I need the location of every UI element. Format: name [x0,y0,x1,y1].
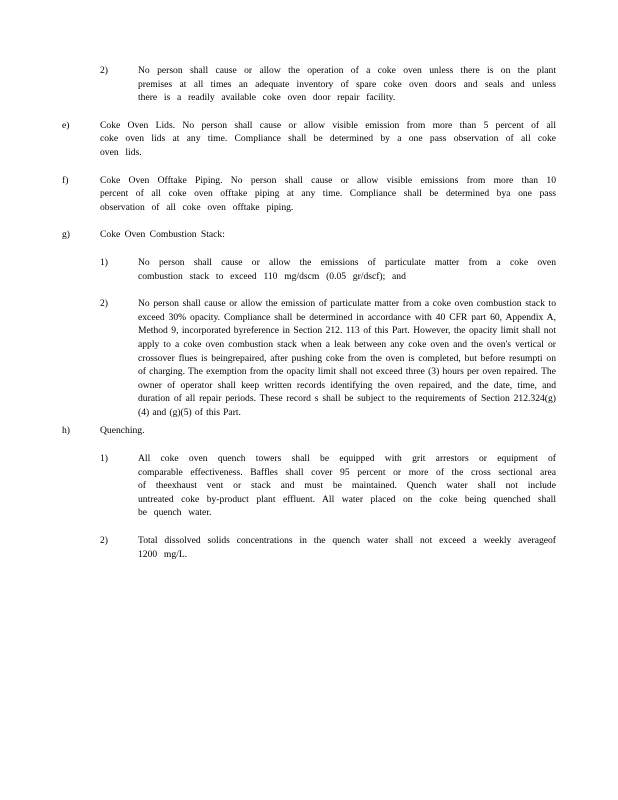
paragraph-text: Coke Oven Offtake Piping. No person shall cause or allow visible emissions from more than 10 percent of all coke oven offtake piping at any time. Compliance shall be determined bya one pass observation of all coke oven offtake piping. [100,174,556,213]
list-marker: 1) [100,256,108,268]
spacer [62,242,556,256]
spacer [62,214,556,228]
spacer [62,520,556,534]
paragraph-text: Coke Oven Lids. No person shall cause or allow visible emission from more than 5 percent of all coke oven lids at any time. Compliance shall be determined by a one pass observation of all coke oven lids. [100,119,556,158]
paragraph-text: No person shall cause or allow the operation of a coke oven unless there is on the plant premises at all times an adequate inventory of spare coke oven doors and seals and unless there is a readily available coke oven door repair facility. [138,65,556,104]
list-marker: 2) [100,65,108,76]
list-item [100,64,556,105]
paragraph-text: No person shall cause or allow the emissions of particulate matter from a coke oven combustion stack to exceed 110 mg/dscm (0.05 gr/dscf); and [138,256,556,282]
list-marker: f) [62,174,69,186]
list-item [62,424,556,438]
list-item [62,174,556,215]
spacer [62,105,556,119]
paragraph-text: Total dissolved solids concentrations in the quench water shall not exceed a weekly averageof 1200 mg/L. [138,535,556,560]
list-item [100,534,556,561]
list-marker: 1) [100,453,108,465]
list-marker: g) [62,229,70,241]
spacer [62,160,556,174]
list-marker: 2) [100,535,108,547]
paragraph-text: All coke oven quench towers shall be equipped with grit arrestors or equipment of comparable effectiveness. Baffles shall cover 95 percent or more of the cross sectional area of theexhaust vent or stack and must be maintained. Quench water shall not include untreated coke by-product plant effluent. All water placed on the coke being quenched shall be quench water. [138,453,556,519]
list-item [100,297,556,419]
spacer [62,283,556,297]
paragraph-text: Quenching. [100,425,145,437]
list-marker: h) [62,425,70,437]
list-item [62,228,556,242]
list-item [100,256,556,283]
list-item [100,452,556,520]
list-item [62,119,556,160]
paragraph-text: No person shall cause or allow the emission of particulate matter from a coke oven combustion stack to exceed 30% opacity. Compliance shall be determined in accordance with 40 CFR part 60, Appendix A, Method 9, incorporated byreference in Section 212. 113 of this Part. However, the opacity limit shall not apply to a coke oven combustion stack when a leak between any coke oven and the oven's vertical or crossover flues is beingrepaired, after pushing coke from the oven is completed, but before resumpti on of charging. The exemption from the opacity limit shall not exceed three (3) hours per oven repaired. The owner of operator shall keep written records identifying the oven repaired, and the date, time, and duration of all repair periods. These record s shall be subject to the requirements of Section 212.324(g)(4) and (g)(5) of this Part. [138,298,556,418]
spacer [62,438,556,452]
list-marker: 2) [100,298,108,310]
list-marker: e) [62,119,70,131]
paragraph-text: Coke Oven Combustion Stack: [100,229,225,241]
